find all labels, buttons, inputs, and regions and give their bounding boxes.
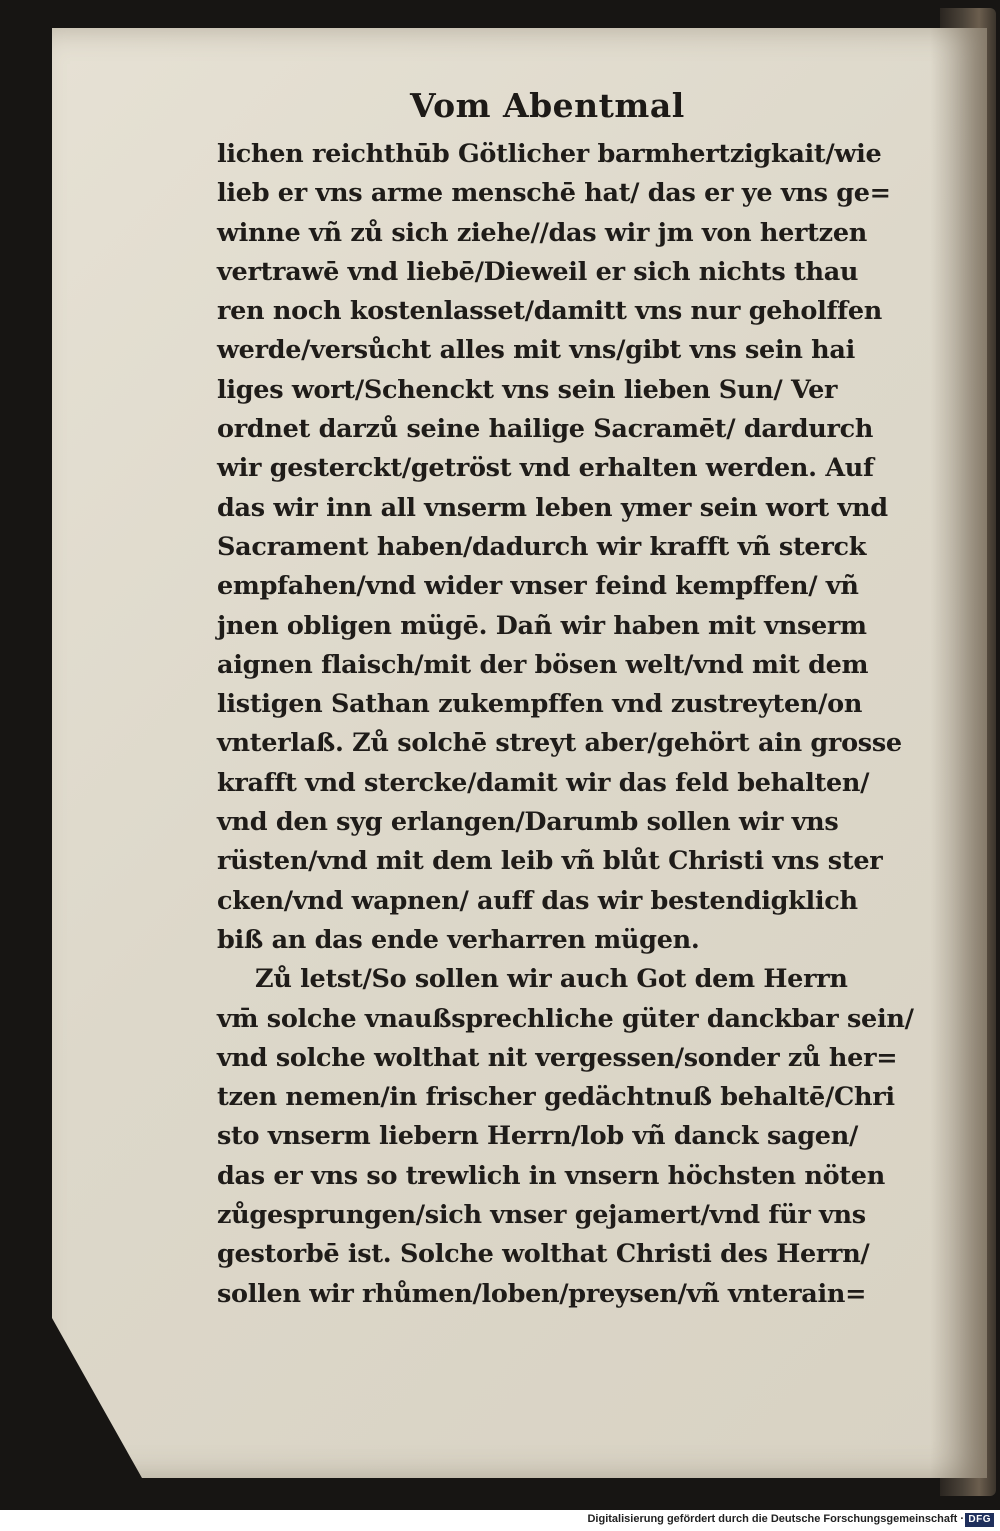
text-line: winne vñ zů sich ziehe//das wir jm von hertzen (217, 217, 868, 248)
text-line: das wir inn all vnserm leben ymer sein wort vnd (217, 492, 888, 523)
text-line: cken/vnd wapnen/ auff das wir bestendigklich (217, 885, 858, 916)
text-line: ordnet darzů seine hailige Sacramēt/ dardurch (217, 414, 874, 445)
text-line: empfahen/vnd wider vnser feind kempffen/ vñ (217, 571, 859, 602)
text-line: vnd den syg erlangen/Darumb sollen wir vns (217, 807, 839, 838)
text-line: sto vnserm liebern Herrn/lob vñ danck sagen/ (217, 1121, 858, 1152)
text-line: liges wort/Schenckt vns sein lieben Sun/ Ver (217, 374, 838, 405)
text-line: werde/versůcht alles mit vns/gibt vns sein hai (217, 335, 856, 366)
text-line: biß an das ende verharren mügen. (217, 924, 700, 955)
text-line: listigen Sathan zukempffen vnd zustreyten/on (217, 689, 863, 720)
text-line: aignen flaisch/mit der bösen welt/vnd mit dem (217, 649, 869, 680)
text-line: lichen reichthūb Götlicher barmhertzigkait/wie (217, 139, 882, 169)
text-line: vnd solche wolthat nit vergessen/sonder zů her= (217, 1042, 898, 1073)
text-line: vm̄ solche vnaußsprechliche güter danckbar sein/ (217, 1003, 914, 1034)
text-line: wir gesterckt/getröst vnd erhalten werden. Auf (217, 453, 874, 484)
text-line: das er vns so trewlich in vnsern höchsten nöten (217, 1160, 885, 1191)
page-text (217, 135, 917, 1314)
text-line: Zů letst/So sollen wir auch Got dem Herrn (255, 964, 848, 995)
funding-credit: Digitalisierung gefördert durch die Deutsche Forschungsgemeinschaft · (587, 1513, 964, 1525)
text-line: Sacrament haben/dadurch wir krafft vñ sterck (217, 531, 867, 562)
text-line: vertrawē vnd liebē/Dieweil er sich nichts thau (217, 256, 859, 287)
text-line: ren noch kostenlasset/damitt vns nur geholffen (217, 296, 883, 327)
text-line: tzen nemen/in frischer gedächtnuß behaltē/Chri (217, 1082, 895, 1113)
dfg-logo-icon: DFG (965, 1513, 994, 1527)
text-line: vnterlaß. Zů solchē streyt aber/gehört ain grosse (217, 728, 902, 759)
text-line: sollen wir rhůmen/loben/preysen/vñ vnterain= (217, 1278, 867, 1309)
text-line: gestorbē ist. Solche wolthat Christi des Herrn/ (217, 1239, 870, 1270)
running-head: Vom Abentmal (410, 86, 685, 125)
text-line: lieb er vns arme menschē hat/ das er ye vns ge= (217, 178, 891, 209)
text-line: zůgesprungen/sich vnser gejamert/vnd für vns (217, 1200, 866, 1231)
footer-bar (0, 1510, 1000, 1531)
text-line: jnen obligen mügē. Dañ wir haben mit vnserm (217, 610, 867, 641)
text-line: krafft vnd stercke/damit wir das feld behalten/ (217, 767, 870, 798)
text-line: rüsten/vnd mit dem leib vñ blůt Christi vns ster (217, 846, 883, 877)
